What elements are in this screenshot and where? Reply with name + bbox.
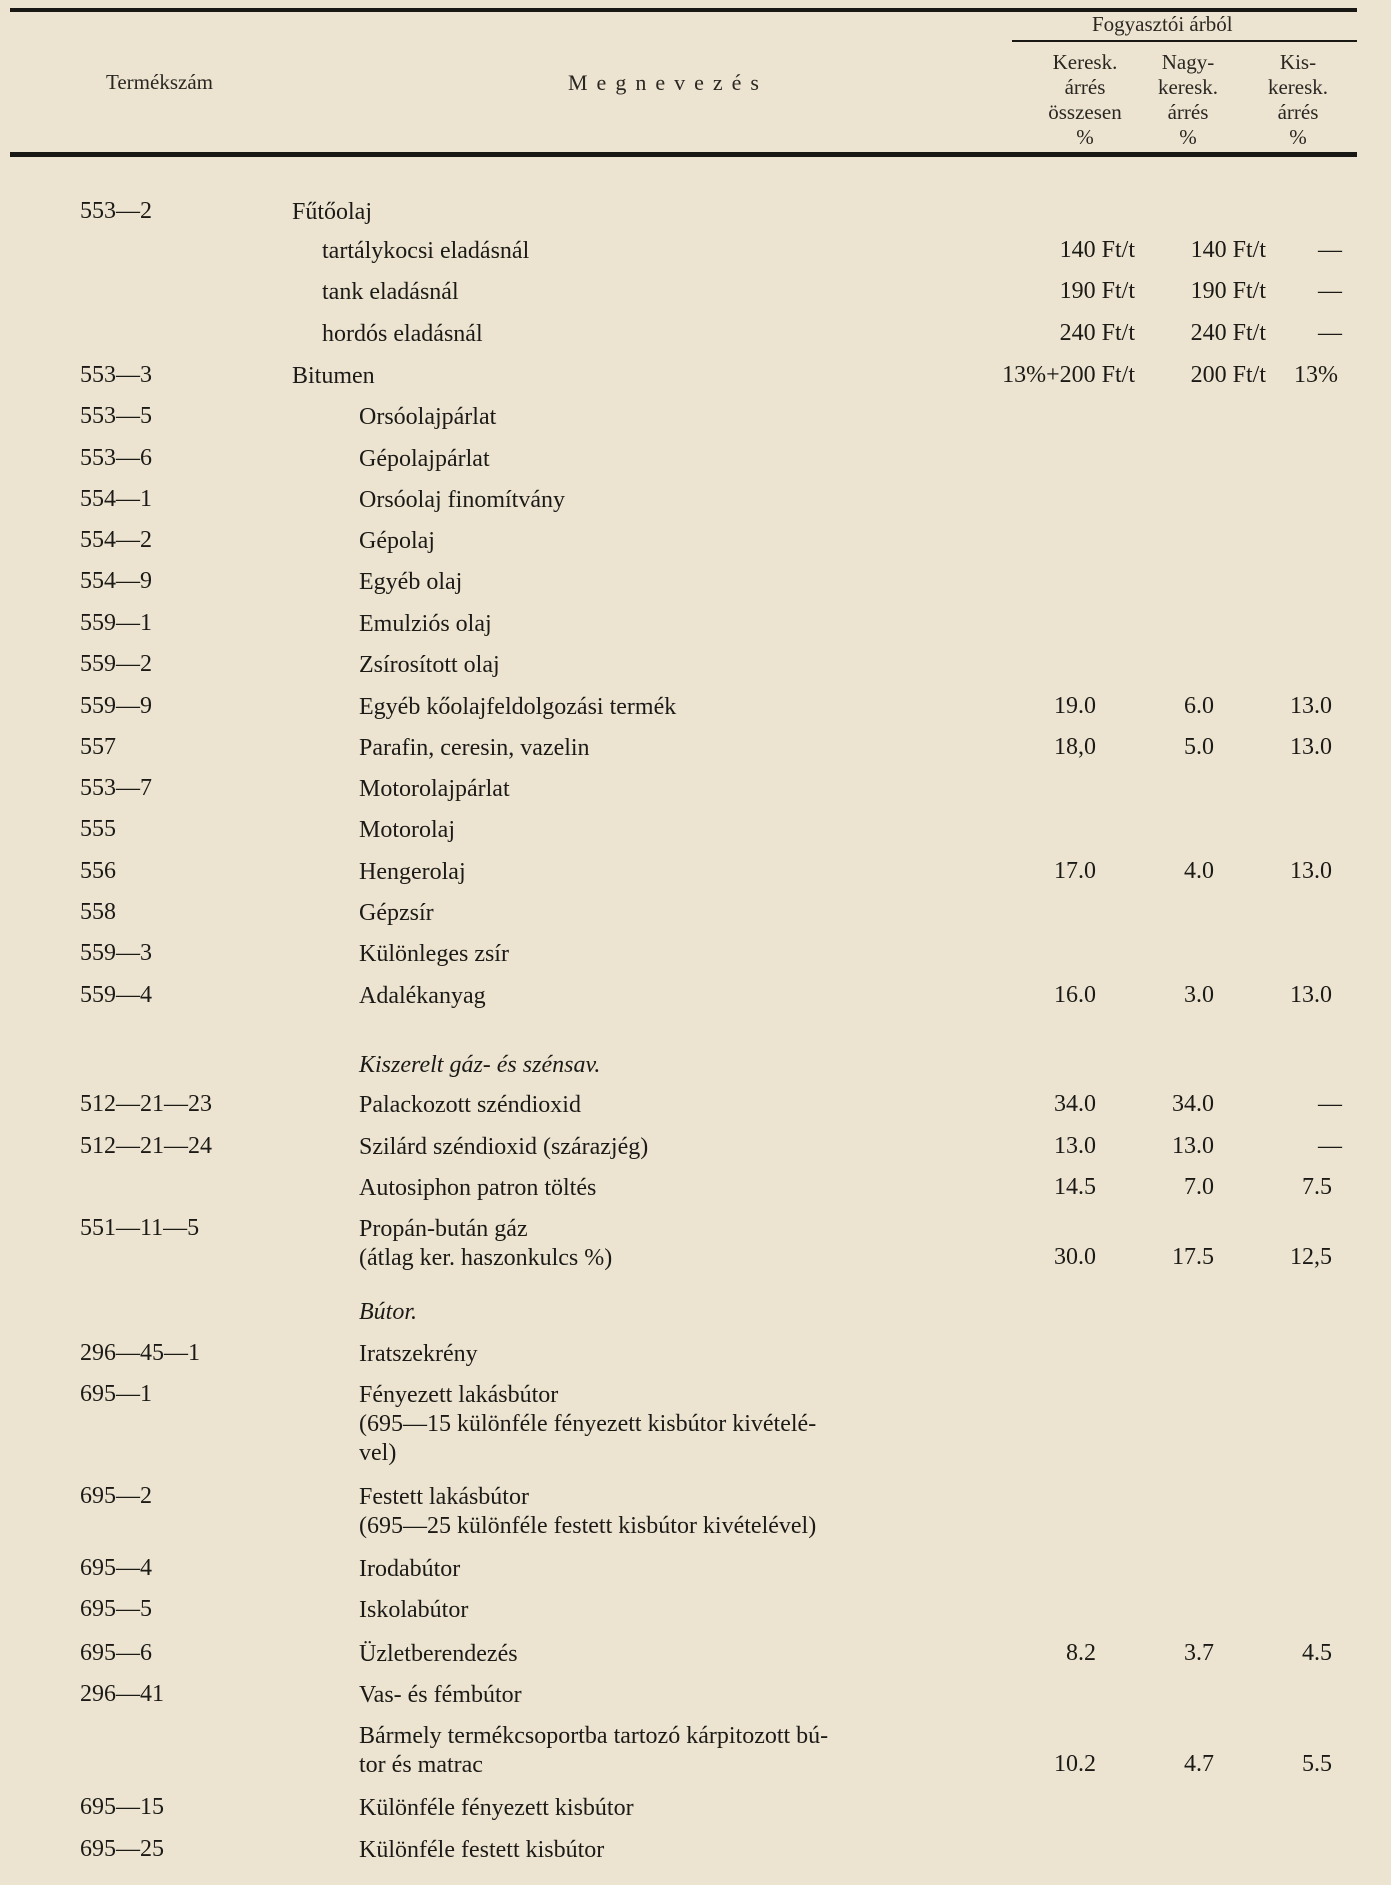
wholesale-margin-cell: 4.0 [1184,858,1214,884]
product-code-cell: 554—9 [80,568,152,594]
product-name-cell: Fűtőolaj [292,199,373,225]
header-name: Megnevezés [568,70,768,95]
total-margin-cell: 34.0 [1054,1091,1096,1117]
product-code-cell: 512—21—24 [80,1133,212,1159]
product-code-cell: 557 [80,734,116,760]
product-code-cell: 554—1 [80,486,152,512]
retail-margin-cell: 13.0 [1290,858,1332,884]
wholesale-margin-cell: 7.0 [1184,1174,1214,1200]
retail-margin-cell: — [1318,278,1342,304]
group-header-rule [1012,40,1357,42]
product-name-cell: tartálykocsi eladásnál [322,238,530,264]
retail-margin-cell: — [1318,237,1342,263]
product-code-cell: 554—2 [80,527,152,553]
product-name-cell: Hengerolaj [359,859,466,885]
total-margin-cell: 18,0 [1054,734,1096,760]
product-code-cell: 695—4 [80,1555,152,1581]
product-name-cell: Szilárd széndioxid (szárazjég) [359,1134,649,1160]
product-name-cell: Autosiphon patron töltés [359,1175,597,1201]
product-code-cell: 553—5 [80,403,152,429]
product-name-cell: Irodabútor [359,1556,461,1582]
product-code-cell: 512—21—23 [80,1091,212,1117]
header-consumer-price-group: Fogyasztói árból [1092,12,1233,36]
wholesale-margin-cell: 140 Ft/t [1190,237,1266,263]
total-margin-cell: 10.2 [1054,1751,1096,1777]
product-code-cell: 559—2 [80,651,152,677]
header-product-code: Termékszám [106,70,213,94]
product-code-cell: 555 [80,816,116,842]
product-code-cell: 559—9 [80,693,152,719]
product-code-cell: 296—41 [80,1681,164,1707]
product-name-cell: Fényezett lakásbútor (695—15 különféle fényezett kisbútor kivételé- vel) [359,1382,817,1466]
wholesale-margin-cell: 34.0 [1172,1091,1214,1117]
retail-margin-cell: 13.0 [1290,693,1332,719]
product-name-cell: Propán-bután gáz (átlag ker. haszonkulcs %) [359,1216,613,1271]
product-name-cell: Parafin, ceresin, vazelin [359,735,590,761]
wholesale-margin-cell: 6.0 [1184,693,1214,719]
product-code-cell: 553—6 [80,445,152,471]
product-code-cell: 695—25 [80,1836,164,1862]
product-name-cell: Bútor. [359,1299,418,1325]
product-name-cell: Iskolabútor [359,1597,469,1623]
product-code-cell: 556 [80,858,116,884]
header-total-margin: Keresk. árrés összesen % [1048,50,1122,149]
product-name-cell: Iratszekrény [359,1341,478,1367]
product-name-cell: Egyéb olaj [359,569,463,595]
product-name-cell: Orsóolaj finomítvány [359,487,565,513]
product-code-cell: 553—7 [80,775,152,801]
product-name-cell: Motorolajpárlat [359,776,510,802]
product-name-cell: Zsírosított olaj [359,652,500,678]
product-name-cell: Emulziós olaj [359,611,492,637]
total-margin-cell: 13%+200 Ft/t [1002,362,1135,388]
wholesale-margin-cell: 5.0 [1184,734,1214,760]
wholesale-margin-cell: 4.7 [1184,1751,1214,1777]
product-name-cell: Gépzsír [359,900,434,926]
retail-margin-cell: 4.5 [1302,1640,1332,1666]
product-name-cell: hordós eladásnál [322,321,483,347]
retail-margin-cell: 12,5 [1290,1244,1332,1270]
product-name-cell: tank eladásnál [322,279,459,305]
total-margin-cell: 140 Ft/t [1059,237,1135,263]
product-code-cell: 559—4 [80,982,152,1008]
product-code-cell: 695—15 [80,1794,164,1820]
total-margin-cell: 8.2 [1066,1640,1096,1666]
product-name-cell: Vas- és fémbútor [359,1682,522,1708]
retail-margin-cell: 7.5 [1302,1174,1332,1200]
wholesale-margin-cell: 190 Ft/t [1190,278,1266,304]
total-margin-cell: 16.0 [1054,982,1096,1008]
total-margin-cell: 17.0 [1054,858,1096,884]
wholesale-margin-cell: 200 Ft/t [1190,362,1266,388]
total-margin-cell: 13.0 [1054,1133,1096,1159]
product-code-cell: 558 [80,899,116,925]
product-name-cell: Gépolajpárlat [359,446,490,472]
header-wholesale-margin: Nagy- keresk. árrés % [1157,50,1219,149]
product-code-cell: 553—3 [80,362,152,388]
product-name-cell: Motorolaj [359,817,455,843]
product-name-cell: Gépolaj [359,528,435,554]
product-code-cell: 559—3 [80,940,152,966]
wholesale-margin-cell: 17.5 [1172,1244,1214,1270]
total-margin-cell: 190 Ft/t [1059,278,1135,304]
product-name-cell: Kiszerelt gáz- és szénsav. [359,1052,601,1078]
product-code-cell: 553—2 [80,198,152,224]
product-name-cell: Adalékanyag [359,983,486,1009]
product-name-cell: Különféle fényezett kisbútor [359,1795,634,1821]
product-name-cell: Különleges zsír [359,941,509,967]
product-code-cell: 296—45—1 [80,1340,200,1366]
total-margin-cell: 30.0 [1054,1244,1096,1270]
total-margin-cell: 14.5 [1054,1174,1096,1200]
retail-margin-cell: — [1318,1133,1342,1159]
product-code-cell: 695—2 [80,1483,152,1509]
header-retail-margin: Kis- keresk. árrés % [1267,50,1329,149]
product-code-cell: 695—6 [80,1640,152,1666]
product-name-cell: Különféle festett kisbútor [359,1837,605,1863]
header-bottom-rule [10,152,1357,157]
retail-margin-cell: 5.5 [1302,1751,1332,1777]
wholesale-margin-cell: 3.0 [1184,982,1214,1008]
retail-margin-cell: — [1318,1091,1342,1117]
wholesale-margin-cell: 3.7 [1184,1640,1214,1666]
wholesale-margin-cell: 13.0 [1172,1133,1214,1159]
product-code-cell: 695—1 [80,1381,152,1407]
product-name-cell: Palackozott széndioxid [359,1092,581,1118]
product-name-cell: Üzletberendezés [359,1641,518,1667]
product-name-cell: Bármely termékcsoportba tartozó kárpitozott bú- tor és matrac [359,1723,829,1778]
retail-margin-cell: 13.0 [1290,982,1332,1008]
product-name-cell: Bitumen [292,363,375,389]
product-name-cell: Festett lakásbútor (695—25 különféle festett kisbútor kivételével) [359,1484,817,1539]
product-code-cell: 551—11—5 [80,1215,200,1241]
wholesale-margin-cell: 240 Ft/t [1190,320,1266,346]
retail-margin-cell: — [1318,320,1342,346]
product-code-cell: 559—1 [80,610,152,636]
retail-margin-cell: 13.0 [1290,734,1332,760]
product-code-cell: 695—5 [80,1596,152,1622]
retail-margin-cell: 13% [1294,362,1338,388]
product-name-cell: Orsóolajpárlat [359,404,497,430]
product-name-cell: Egyéb kőolajfeldolgozási termék [359,694,677,720]
total-margin-cell: 19.0 [1054,693,1096,719]
total-margin-cell: 240 Ft/t [1059,320,1135,346]
